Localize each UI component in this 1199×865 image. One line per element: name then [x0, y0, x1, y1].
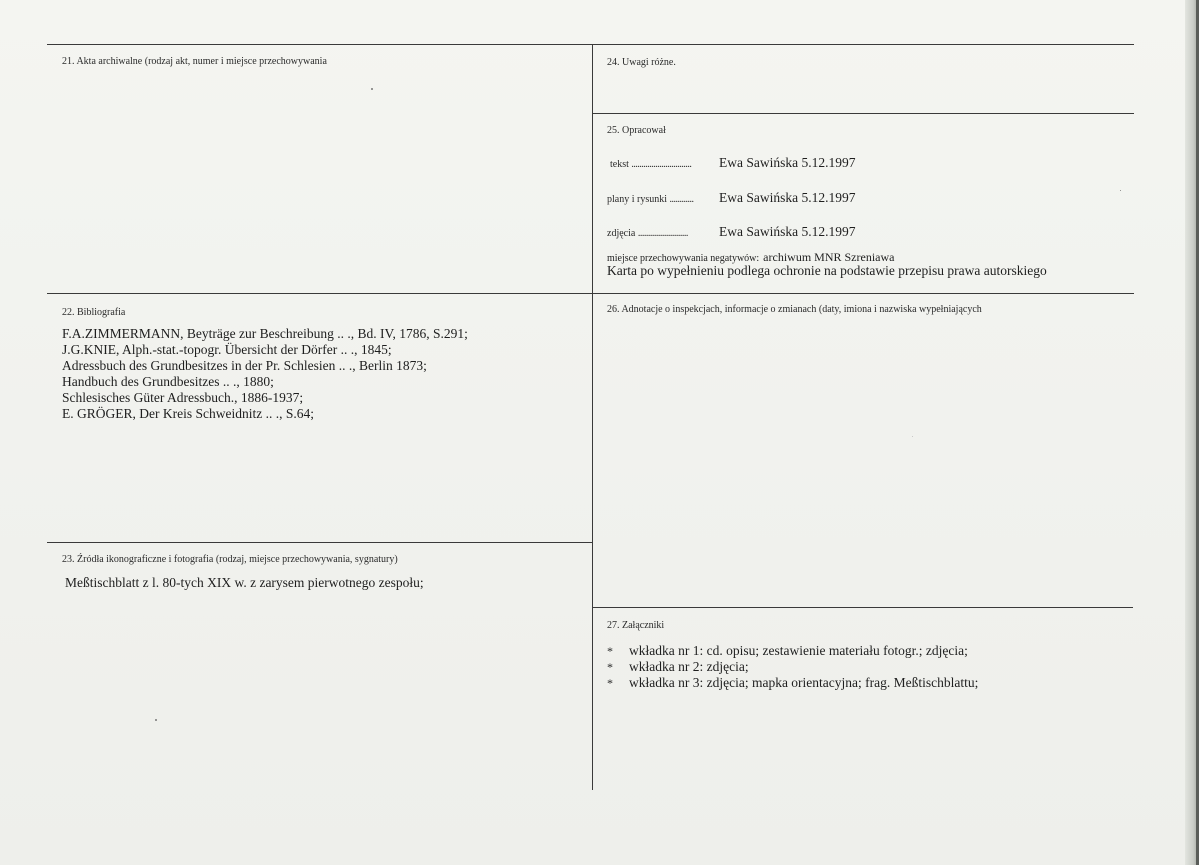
sec26-label: 26. Adnotacje o inspekcjach, informacje o zmianach (daty, imiona i nazwiska wypełniających	[607, 304, 982, 315]
rule-22-23	[47, 542, 592, 543]
bullet-star: *	[607, 644, 613, 658]
sig-value: Ewa Sawińska 5.12.1997	[719, 190, 856, 205]
bibliography-entry: J.G.KNIE, Alph.-stat.-topogr. Übersicht der Dörfer .. ., 1845;	[62, 342, 392, 357]
attachment-text: wkładka nr 2: zdjęcia;	[629, 659, 749, 674]
sig-label: zdjęcia	[607, 228, 636, 239]
bibliography-entry: E. GRÖGER, Der Kreis Schweidnitz .. ., S.64;	[62, 406, 314, 421]
sig-value: Ewa Sawińska 5.12.1997	[719, 155, 856, 170]
bibliography-entry: Schlesisches Güter Adressbuch., 1886-1937;	[62, 390, 304, 405]
sig-label: plany i rysunki	[607, 194, 667, 205]
attachments-list	[607, 643, 978, 691]
sec21-label: 21. Akta archiwalne (rodzaj akt, numer i miejsce przechowywania	[62, 56, 327, 67]
negatives-value: archiwum MNR Szreniawa	[763, 250, 895, 264]
sec24-label: 24. Uwagi różne.	[607, 57, 676, 68]
scan-speck	[155, 719, 157, 721]
sec22-label: 22. Bibliografia	[62, 307, 126, 318]
sig-row-text	[607, 154, 855, 172]
scan-speck	[912, 436, 913, 437]
bibliography-entry: Adressbuch des Grundbesitzes in der Pr. Schlesien .. ., Berlin 1873;	[62, 358, 427, 373]
rule-24-25	[592, 113, 1134, 114]
rule-21-22	[47, 293, 1134, 294]
scan-speck	[371, 88, 373, 90]
sec27-label: 27. Załączniki	[607, 620, 665, 631]
sig-dots: .........................	[637, 228, 688, 239]
sig-row-plans	[607, 189, 855, 207]
center-divider	[592, 44, 593, 790]
attachment-item	[607, 659, 978, 675]
sig-value: Ewa Sawińska 5.12.1997	[719, 224, 856, 239]
attachment-item	[607, 675, 978, 691]
sig-dots: ............	[669, 194, 694, 205]
attachment-item	[607, 643, 978, 659]
rule-26-27	[592, 607, 1133, 608]
scan-speck	[1120, 190, 1121, 191]
negatives-label: miejsce przechowywania negatywów:	[607, 253, 760, 264]
bullet-star: *	[607, 676, 613, 690]
copyright-note: Karta po wypełnieniu podlega ochronie na podstawie przepisu prawa autorskiego	[607, 263, 1047, 278]
sig-label: tekst	[610, 159, 629, 170]
bibliography-list	[62, 326, 468, 422]
sig-dots: ..............................	[631, 159, 692, 170]
sec23-label: 23. Źródła ikonograficzne i fotografia (rodzaj, miejsce przechowywania, sygnatury)	[62, 554, 398, 565]
top-rule	[47, 44, 1134, 45]
sec25-label: 25. Opracował	[607, 125, 666, 136]
sig-row-photos	[607, 223, 855, 241]
attachment-text: wkładka nr 3: zdjęcia; mapka orientacyjna; frag. Meßtischblattu;	[629, 675, 979, 690]
attachment-text: wkładka nr 1: cd. opisu; zestawienie materiału fotogr.; zdjęcia;	[629, 643, 968, 658]
bullet-star: *	[607, 660, 613, 674]
iconography-value: Meßtischblatt z l. 80-tych XIX w. z zarysem pierwotnego zespołu;	[65, 575, 424, 590]
bibliography-entry: F.A.ZIMMERMANN, Beyträge zur Beschreibung .. ., Bd. IV, 1786, S.291;	[62, 326, 468, 341]
bibliography-entry: Handbuch des Grundbesitzes .. ., 1880;	[62, 374, 274, 389]
